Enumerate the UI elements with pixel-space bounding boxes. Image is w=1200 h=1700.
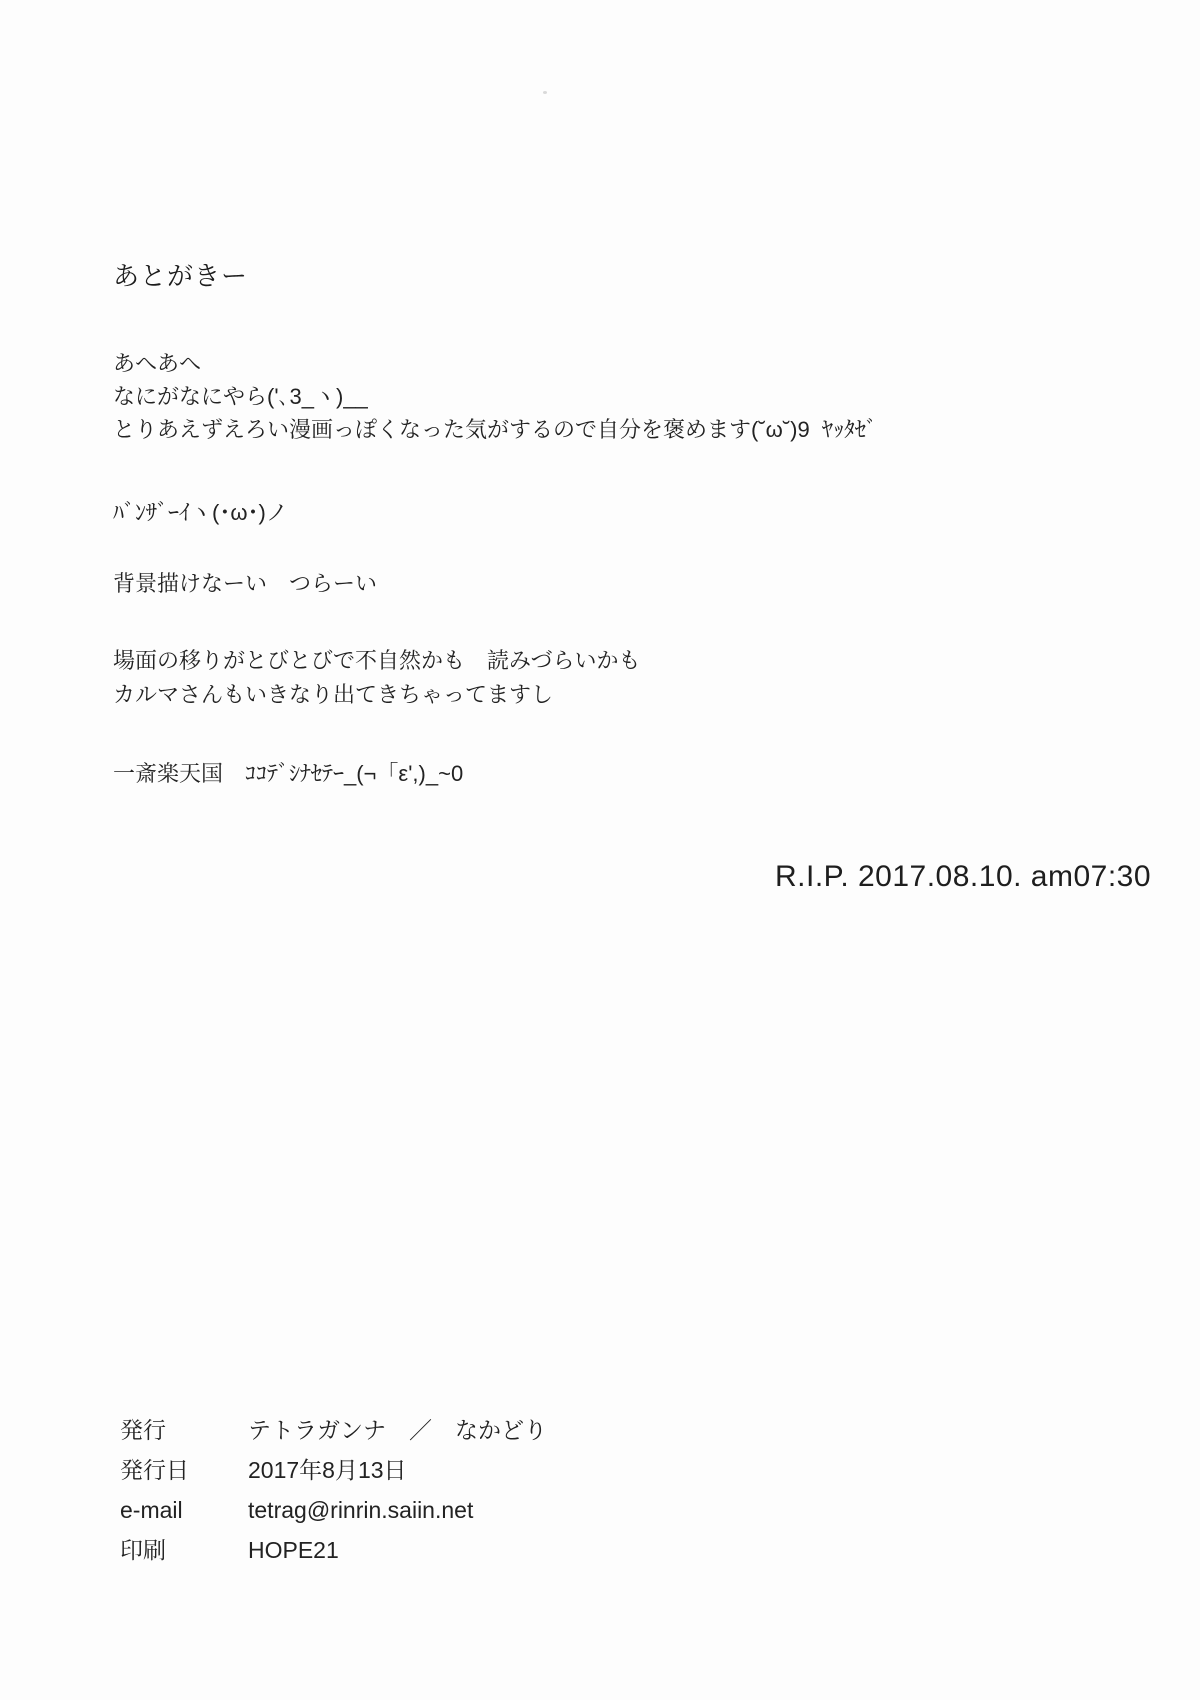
colophon-email-value: tetrag@rinrin.saiin.net [248, 1497, 474, 1523]
afterword-text-line: カルマさんもいきなり出てきちゃってますし [113, 682, 554, 707]
kaomoji-banzai-line: ﾊﾞﾝｻﾞｰｲヽ(･ω･)ノ [113, 500, 288, 525]
afterword-text-line: 一斎楽天国 ｺｺﾃﾞｼﾅｾﾃｰ_(¬「ε',)_~0 [113, 761, 464, 786]
colophon-value: HOPE21 [248, 1537, 339, 1563]
colophon-label: 発行 [120, 1417, 166, 1443]
colophon-row-email [120, 1490, 547, 1530]
colophon-value: テトラガンナ ／ なかどり [248, 1417, 547, 1443]
afterword-text-line: なにがなにやら('､3_ヽ)__ [113, 384, 368, 409]
colophon-value: 2017年8月13日 [248, 1457, 407, 1483]
afterword-text-line: とりあえずえろい漫画っぽくなった気がするので自分を褒めます(˘ω˘)9 ﾔｯﾀｾﾞ [113, 417, 877, 442]
colophon-row-publisher [120, 1410, 547, 1450]
scan-speckle [543, 91, 547, 94]
signoff-timestamp: R.I.P. 2017.08.10. am07:30 [775, 860, 1152, 893]
page-title: あとがきー [113, 261, 249, 291]
colophon-row-publish-date [120, 1450, 547, 1490]
colophon-label: e-mail [120, 1497, 183, 1523]
colophon-row-printer [120, 1530, 547, 1570]
colophon-label: 発行日 [120, 1457, 189, 1483]
afterword-text-line: 場面の移りがとびとびで不自然かも 読みづらいかも [113, 648, 641, 673]
colophon-label: 印刷 [120, 1537, 166, 1563]
colophon [120, 1410, 547, 1570]
afterword-text-line: 背景描けなーい つらーい [113, 571, 378, 596]
afterword-text-line: あへあへ [113, 351, 202, 376]
